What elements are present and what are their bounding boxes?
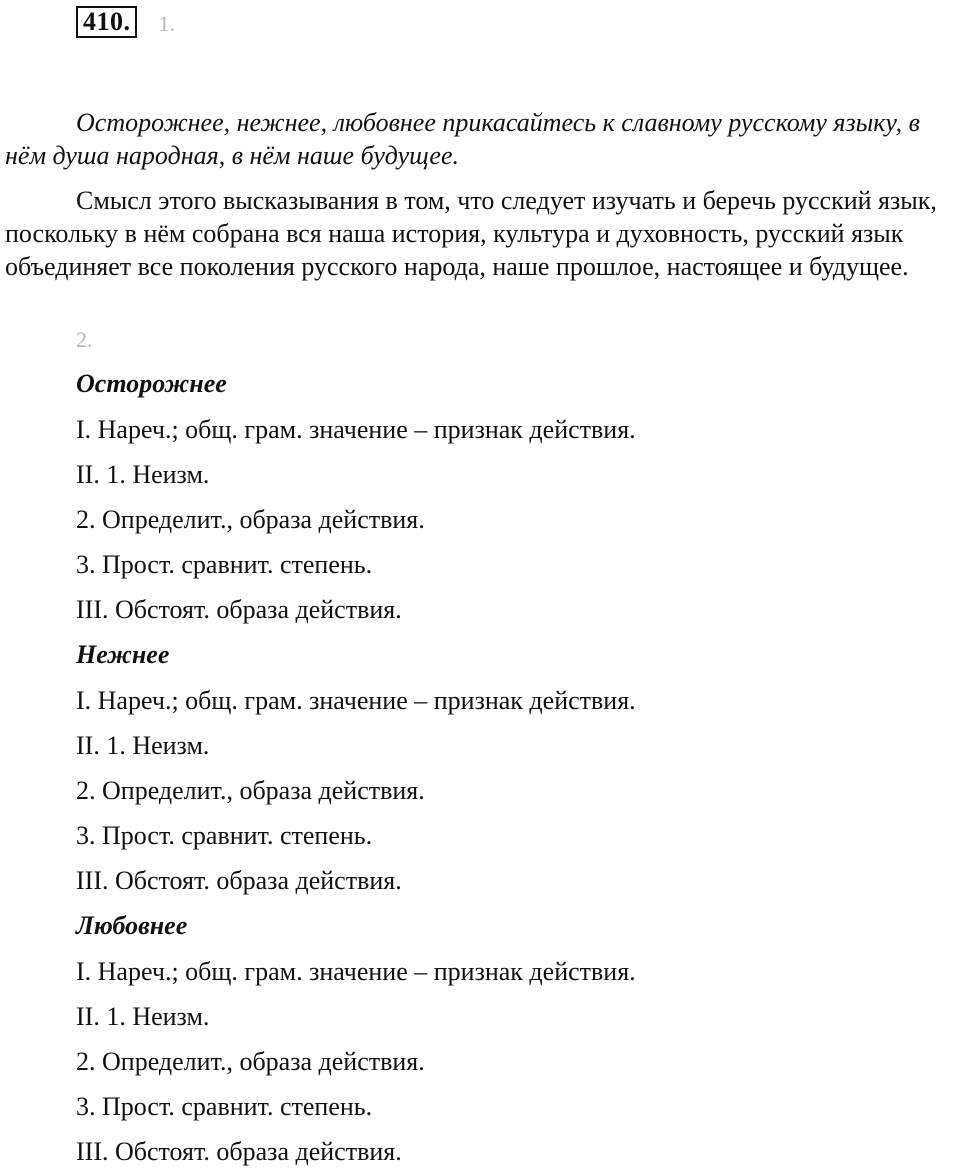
quote-paragraph: Осторожнее, нежнее, любовнее прикасайтесь к славному русскому языку, в нём душа народная, в нём наше будущее. <box>5 108 920 170</box>
analysis-line: I. Нареч.; общ. грам. значение – признак действия. <box>76 957 636 986</box>
analysis-line: III. Обстоят. образа действия. <box>76 1137 402 1166</box>
meaning-paragraph: Смысл этого высказывания в том, что следует изучать и беречь русский язык, поскольку в нём собрана вся наша история, культура и духовность, русский язык объединяет все поколения русского народа, наше прошлое, настоящее и будущее. <box>5 186 937 281</box>
analysis-line: III. Обстоят. образа действия. <box>76 866 402 895</box>
analysis-line: 2. Определит., образа действия. <box>76 505 425 534</box>
analysis-line: II. 1. Неизм. <box>76 731 210 760</box>
analysis-word-title: Любовнее <box>76 911 188 940</box>
part-1-label: 1. <box>158 11 175 36</box>
analysis-line: 2. Определит., образа действия. <box>76 1047 425 1076</box>
analysis-line: 3. Прост. сравнит. степень. <box>76 821 373 850</box>
analysis-line: II. 1. Неизм. <box>76 1002 210 1031</box>
analysis-line: 3. Прост. сравнит. степень. <box>76 1092 373 1121</box>
analysis-line: III. Обстоят. образа действия. <box>76 595 402 624</box>
part-2-label: 2. <box>76 327 93 352</box>
analysis-line: 2. Определит., образа действия. <box>76 776 425 805</box>
analysis-word-title: Нежнее <box>76 640 170 669</box>
task-header <box>76 6 175 38</box>
analysis-word-title: Осторожнее <box>76 369 227 398</box>
analysis-line: I. Нареч.; общ. грам. значение – признак действия. <box>76 415 636 444</box>
analysis-line: I. Нареч.; общ. грам. значение – признак действия. <box>76 686 636 715</box>
analysis-line: 3. Прост. сравнит. степень. <box>76 550 373 579</box>
analysis-line: II. 1. Неизм. <box>76 460 210 489</box>
task-number-box: 410. <box>76 6 137 38</box>
